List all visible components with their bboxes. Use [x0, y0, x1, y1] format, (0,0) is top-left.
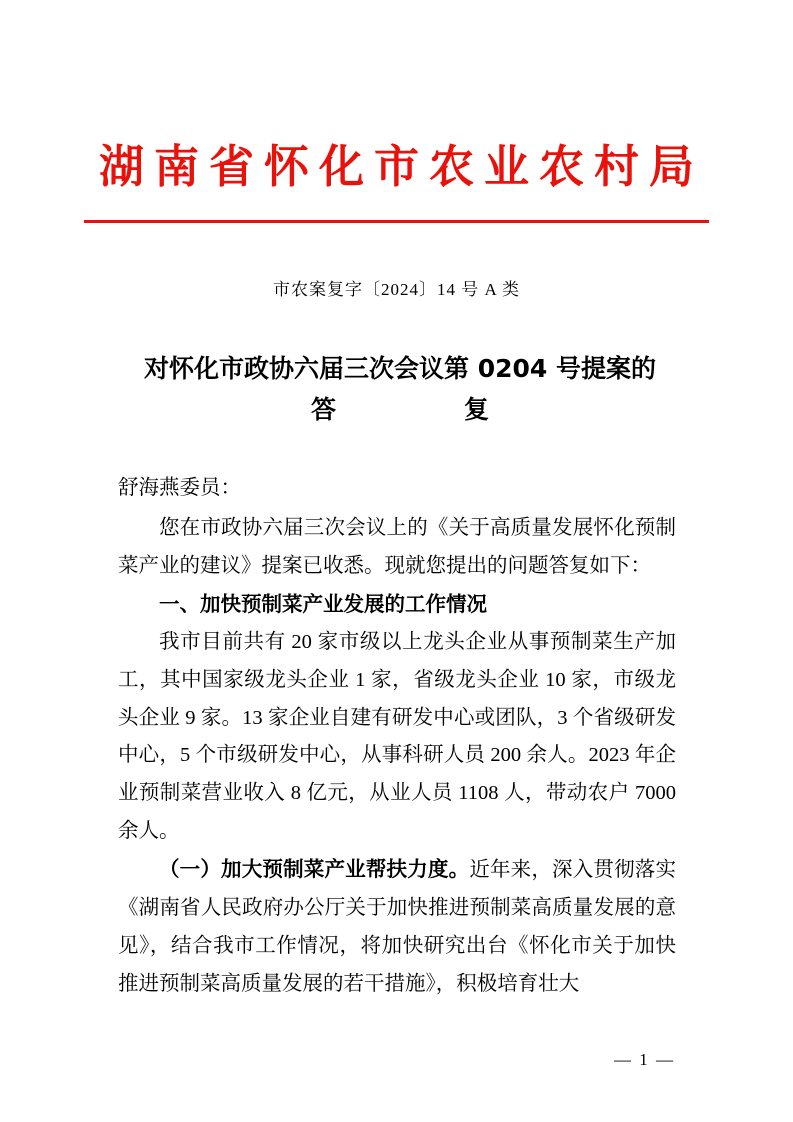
- issuing-organization-title: 湖南省怀化市农业农村局: [98, 140, 704, 193]
- section-heading-1: 一、加快预制菜产业发展的工作情况: [159, 591, 487, 616]
- body-paragraph-1: 您在市政协六届三次会议上的《关于高质量发展怀化预制菜产业的建议》提案已收悉。现就您提出的问题答复如下：: [118, 516, 676, 577]
- page-title-line-2: 答 复: [310, 395, 515, 425]
- page-title-line-1: 对怀化市政协六届三次会议第 0204 号提案的: [144, 354, 656, 383]
- page-number-footer: — 1 —: [614, 1050, 675, 1069]
- subsection-heading-1: （一）加大预制菜产业帮扶力度。: [159, 857, 470, 882]
- body-paragraph-3: [118, 851, 676, 1004]
- letterhead: [0, 140, 793, 223]
- salutation: 舒海燕委员：: [118, 477, 241, 499]
- document-number: 市农案复字〔2024〕14 号 A 类: [272, 280, 521, 299]
- letterhead-divider: [84, 220, 709, 223]
- body-paragraph-2: 我市目前共有 20 家市级以上龙头企业从事预制菜生产加工，其中国家级龙头企业 1 家，省级龙头企业 10 家，市级龙头企业 9 家。13 家企业自建有研发中心或团队，3 个省级研发中心，5 个市级研发中心，从事科研人员 200 余人。2023 年企业预制菜营业收入 8 亿元，从业人员 1108 人，带动农户 7000 余人。: [118, 630, 676, 843]
- body-paragraph-3-text: 近年来，深入贯彻落实《湖南省人民政府办公厅关于加快推进预制菜高质量发展的意见》，结合我市工作情况，将加快研究出台《怀化市关于加快推进预制菜高质量发展的若干措施》，积极培育壮大: [118, 859, 676, 995]
- page-title: [120, 348, 680, 431]
- document-body: [118, 470, 676, 1004]
